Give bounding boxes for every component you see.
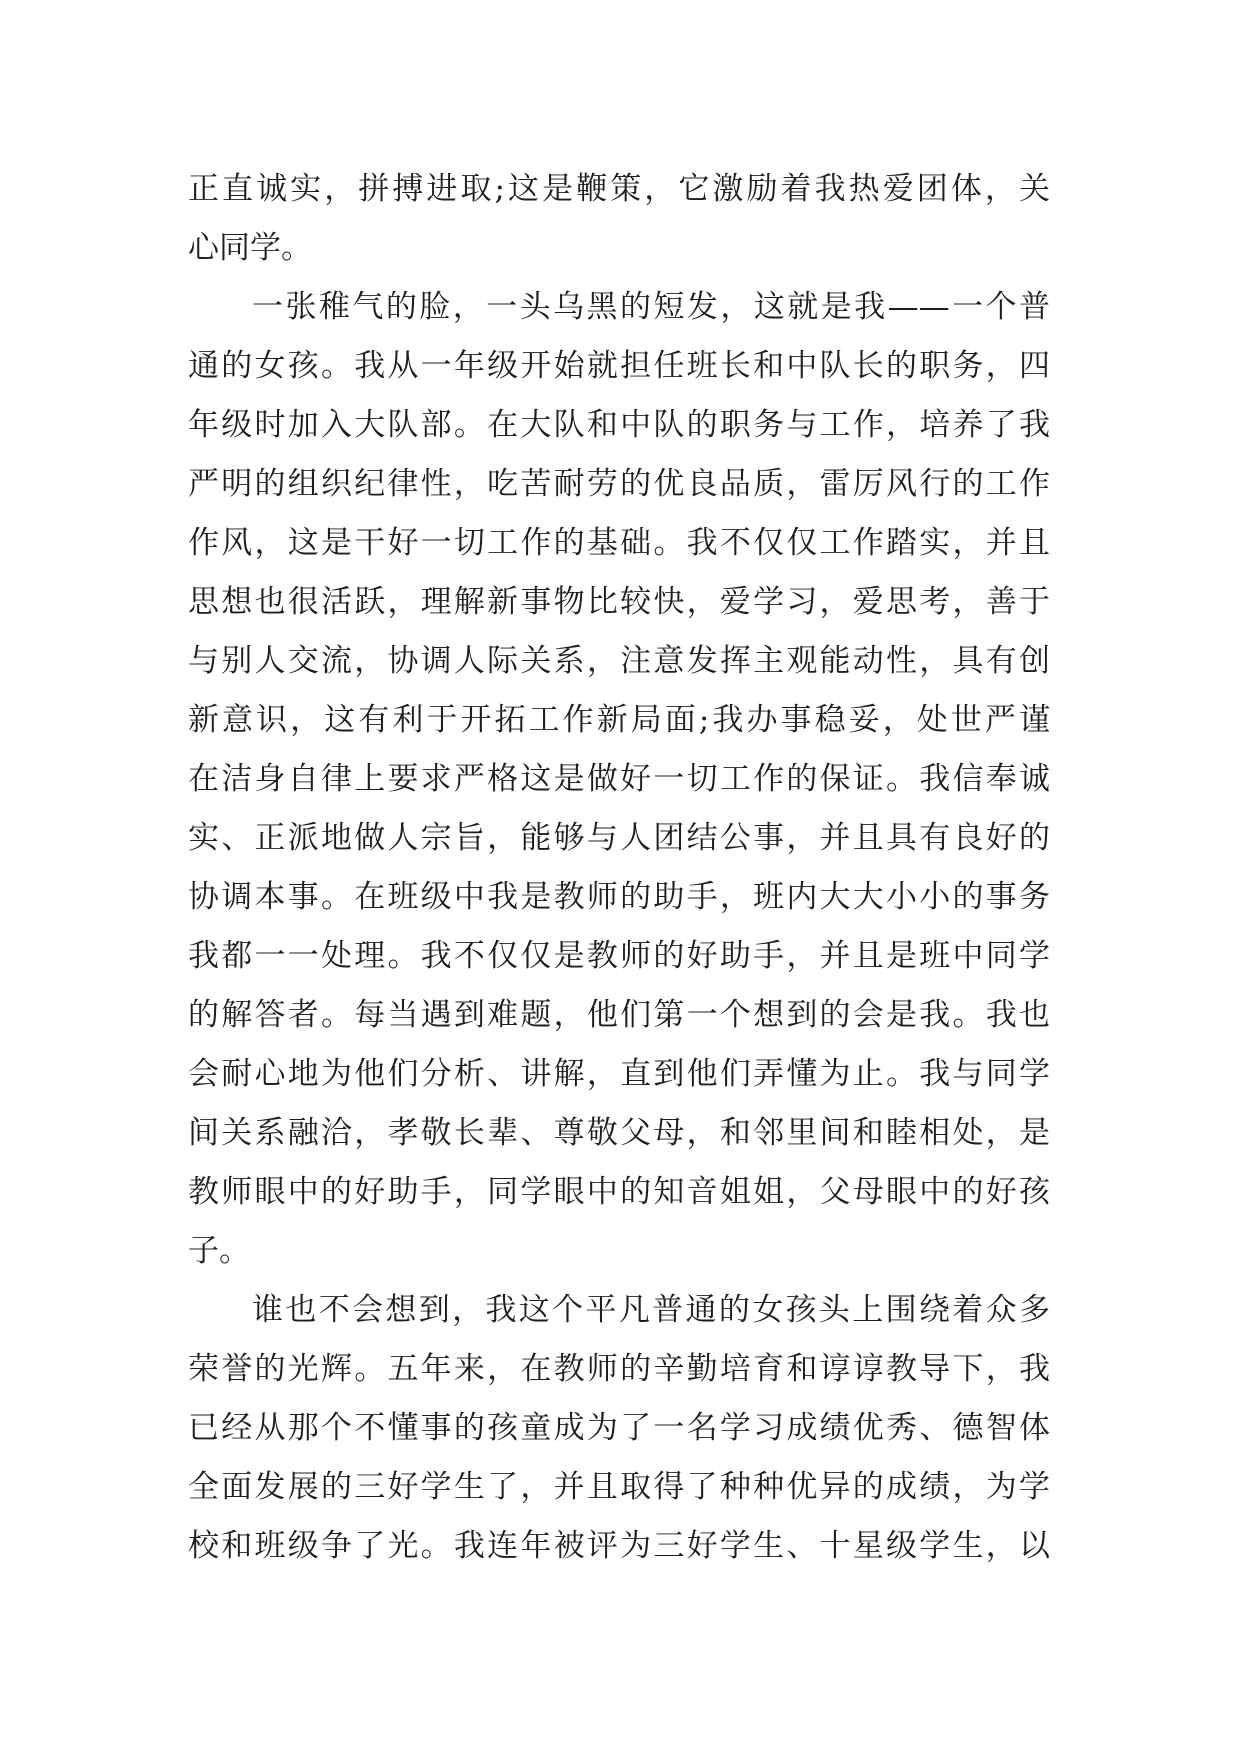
text-line: 谁也不会想到，我这个平凡普通的女孩头上围绕着众多 [252, 1292, 1050, 1328]
text-line: 校和班级争了光。我连年被评为三好学生、十星级学生，以 [188, 1528, 1050, 1564]
text-line: 我都一一处理。我不仅仅是教师的好助手，并且是班中同学 [188, 938, 1050, 974]
text-line: 的解答者。每当遇到难题，他们第一个想到的会是我。我也 [188, 997, 1050, 1033]
text-line: 严明的组织纪律性，吃苦耐劳的优良品质，雷厉风行的工作 [188, 466, 1050, 502]
text-line: 通的女孩。我从一年级开始就担任班长和中队长的职务，四 [188, 348, 1050, 384]
text-line: 年级时加入大队部。在大队和中队的职务与工作，培养了我 [188, 407, 1050, 443]
text-line: 协调本事。在班级中我是教师的助手，班内大大小小的事务 [188, 879, 1050, 915]
text-line: 实、正派地做人宗旨，能够与人团结公事，并且具有良好的 [188, 820, 1050, 856]
text-line: 正直诚实，拼搏进取;这是鞭策，它激励着我热爱团体，关 [188, 171, 1050, 207]
text-line: 一张稚气的脸，一头乌黑的短发，这就是我——一个普 [252, 289, 1050, 325]
text-line: 新意识，这有利于开拓工作新局面;我办事稳妥，处世严谨 [188, 702, 1050, 738]
text-line: 思想也很活跃，理解新事物比较快，爱学习，爱思考，善于 [188, 584, 1050, 620]
text-line: 作风，这是干好一切工作的基础。我不仅仅工作踏实，并且 [188, 525, 1050, 561]
text-line: 已经从那个不懂事的孩童成为了一名学习成绩优秀、德智体 [188, 1410, 1050, 1446]
text-line: 子。 [188, 1233, 250, 1269]
text-line: 与别人交流，协调人际关系，注意发挥主观能动性，具有创 [188, 643, 1050, 679]
paragraph-3 [188, 1281, 1050, 1576]
text-line: 会耐心地为他们分析、讲解，直到他们弄懂为止。我与同学 [188, 1056, 1050, 1092]
text-line: 间关系融洽，孝敬长辈、尊敬父母，和邻里间和睦相处，是 [188, 1115, 1050, 1151]
text-line: 心同学。 [188, 230, 312, 266]
text-line: 荣誉的光辉。五年来，在教师的辛勤培育和谆谆教导下，我 [188, 1351, 1050, 1387]
paragraph-2 [188, 278, 1050, 1281]
text-line: 教师眼中的好助手，同学眼中的知音姐姐，父母眼中的好孩 [188, 1174, 1050, 1210]
document-body [188, 160, 1050, 1576]
text-line: 在洁身自律上要求严格这是做好一切工作的保证。我信奉诚 [188, 761, 1050, 797]
paragraph-1 [188, 160, 1050, 278]
text-line: 全面发展的三好学生了，并且取得了种种优异的成绩，为学 [188, 1469, 1050, 1505]
